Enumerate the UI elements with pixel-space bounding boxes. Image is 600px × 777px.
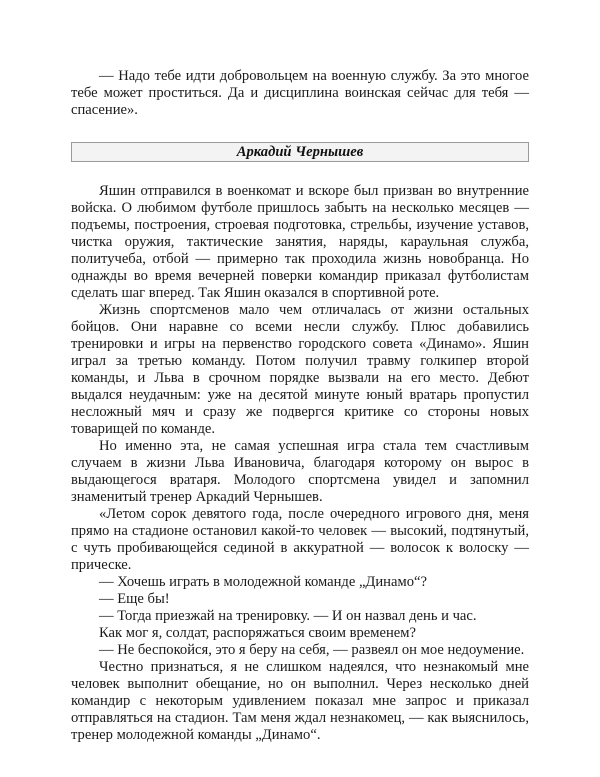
body-section xyxy=(71,183,529,744)
paragraph: Но именно эта, не самая успешная игра стала тем счастливым случаем в жизни Льва Ивановича, благодаря которому он вырос в выдающегося вратаря. Молодого спортсмена увидел и запомнил знаменитый тренер Аркадий Чернышев. xyxy=(71,438,529,505)
paragraph: Жизнь спортсменов мало чем отличалась от жизни остальных бойцов. Они наравне со всеми несли службу. Плюс добавились тренировки и игры на первенство городского совета «Динамо». Яшин играл за третью команду. Потом получил травму голкипер второй команды, и Льва в срочном порядке вызвали на его место. Дебют выдался неудачным: уже на десятой минуте юный вратарь пропустил несложный мяч и сразу же подвергся критике со стороны новых товарищей по команде. xyxy=(71,302,529,437)
dialogue-line: — Не беспокойся, это я беру на себя, — развеял он мое недоумение. xyxy=(99,642,525,658)
paragraph: Честно признаться, я не слишком надеялся, что незнакомый мне человек выполнит обещание, но он выполнил. Через несколько дней командир с некоторым удивлением показал мне запрос и приказал отправляться на стадион. Там меня ждал незнакомец, — как выяснилось, тренер молодежной команды „Динамо“. xyxy=(71,659,529,743)
intro-paragraph: — Надо тебе идти добровольцем на военную службу. За это многое тебе может проститься. Да и дисциплина воинская сейчас для тебя — спасение». xyxy=(71,68,529,118)
paragraph: Как мог я, солдат, распоряжаться своим временем? xyxy=(99,625,416,641)
intro-section xyxy=(71,68,529,119)
section-heading: Аркадий Чернышев xyxy=(236,144,364,160)
section-heading-box xyxy=(71,142,529,162)
paragraph: «Летом сорок девятого года, после очередного игрового дня, меня прямо на стадионе остановил какой-то человек — высокий, подтянутый, с чуть пробивающейся сединой в аккуратной — волосок к волоску — прическе. xyxy=(71,506,529,573)
dialogue-line: — Еще бы! xyxy=(99,591,170,607)
dialogue-line: — Тогда приезжай на тренировку. — И он назвал день и час. xyxy=(99,608,477,624)
dialogue-line: — Хочешь играть в молодежной команде „Динамо“? xyxy=(99,574,427,590)
paragraph: Яшин отправился в военкомат и вскоре был призван во внутренние войска. О любимом футболе пришлось забыть на несколько месяцев — подъемы, построения, строевая подготовка, стрельбы, изучение уставов, чистка оружия, тактические занятия, наряды, караульная служба, политучеба, отбой — примерно так проходила жизнь новобранца. Но однажды во время вечерней поверки командир приказал футболистам сделать шаг вперед. Так Яшин оказался в спортивной роте. xyxy=(71,183,529,301)
